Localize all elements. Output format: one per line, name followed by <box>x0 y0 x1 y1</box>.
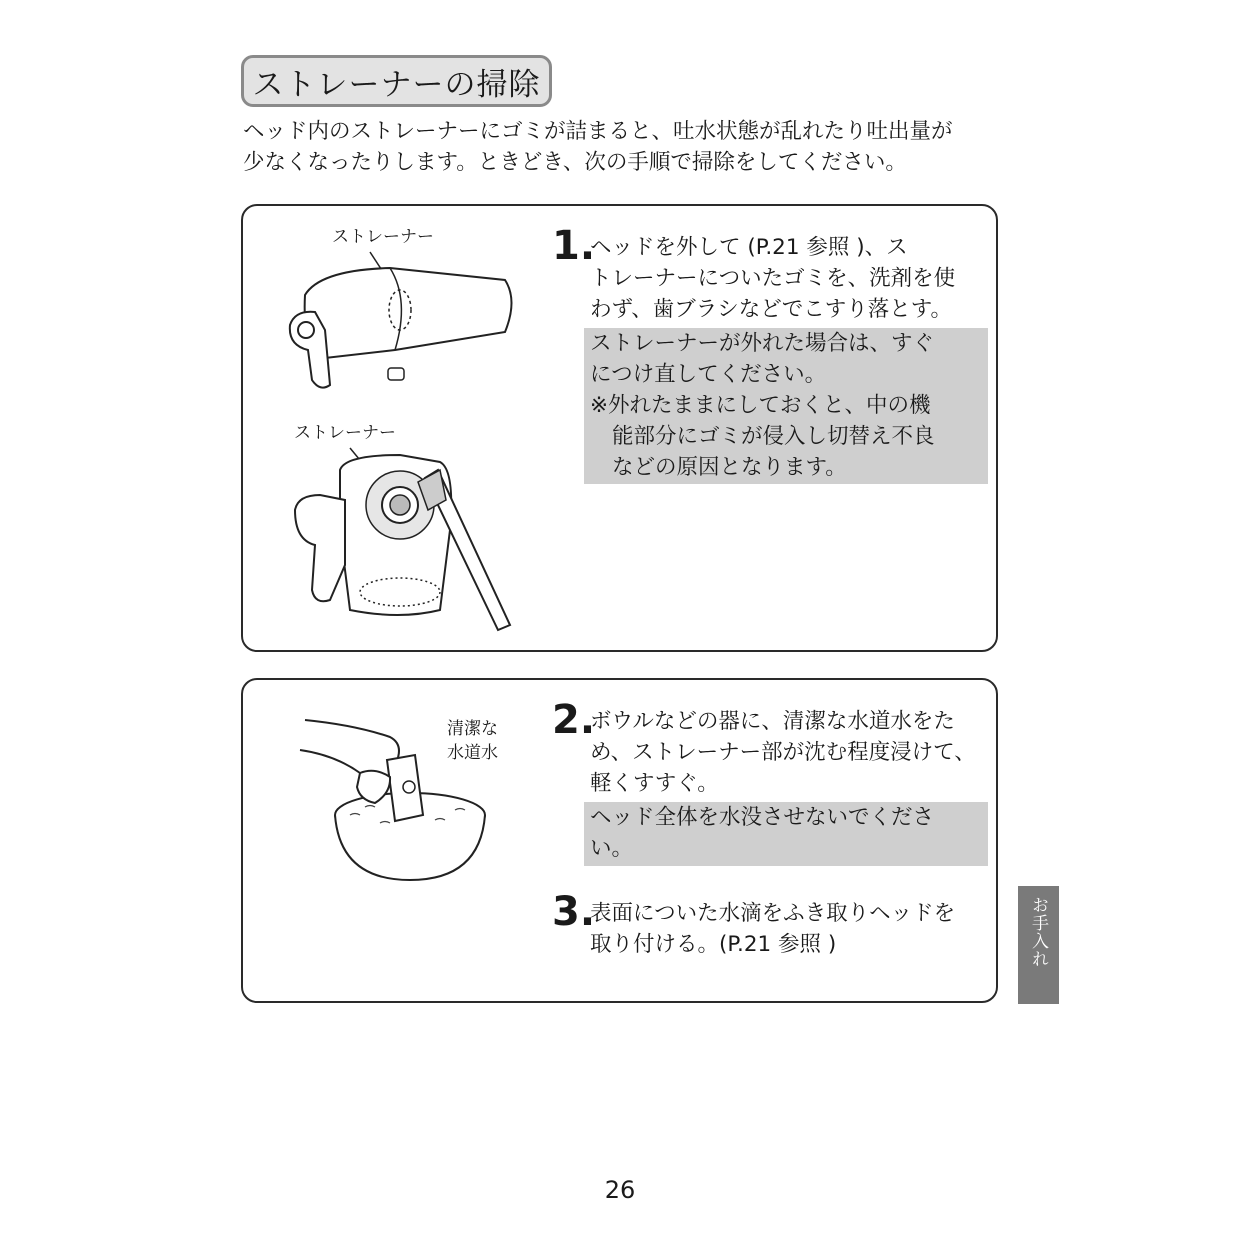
step-line: ボウルなどの器に、清潔な水道水をた <box>590 709 955 734</box>
note-line: ストレーナーが外れた場合は、すぐ <box>590 331 935 356</box>
side-tab-care[interactable] <box>1018 886 1059 1004</box>
step-text <box>590 232 955 325</box>
step-line: ヘッドを外して (P.21 参照 )、ス <box>590 235 908 260</box>
step-2-note <box>584 802 988 866</box>
faucet-head-illustration <box>280 240 520 390</box>
note-line: につけ直してください。 <box>590 362 827 387</box>
step-1-note <box>584 328 988 484</box>
step-line: め、ストレーナー部が沈む程度浸けて、 <box>590 740 976 765</box>
step-line: 軽くすすぐ。 <box>590 771 719 796</box>
note-line: などの原因となります。 <box>612 455 847 480</box>
note-line: 能部分にゴミが侵入し切替え不良 <box>612 424 935 449</box>
step-number: 1. <box>552 223 596 269</box>
step-line: 表面についた水滴をふき取りヘッドを <box>590 901 956 926</box>
step-line: わず、歯ブラシなどでこすり落とす。 <box>590 297 953 322</box>
strainer-brushing-illustration <box>290 440 520 630</box>
page-number: 26 <box>604 1176 636 1204</box>
intro-line: ヘッド内のストレーナーにゴミが詰まると、吐水状態が乱れたり吐出量が <box>243 119 953 144</box>
step-line: 取り付ける。(P.21 参照 ) <box>590 932 837 957</box>
note-line: い。 <box>590 836 634 861</box>
step-text <box>590 898 955 960</box>
bowl-rinse-illustration <box>295 715 495 885</box>
step-number: 2. <box>552 697 596 743</box>
clean-water-label: 清潔な <box>447 719 498 739</box>
step-number: 3. <box>552 889 596 935</box>
side-tab-label: お手入れ <box>1028 896 1048 968</box>
step-line: トレーナーについたゴミを、洗剤を使 <box>590 266 956 291</box>
note-line: ※外れたままにしておくと、中の機 <box>590 393 931 418</box>
intro-text <box>243 116 1003 178</box>
clean-water-label: 水道水 <box>447 743 498 763</box>
note-line: ヘッド全体を水没させないでくださ <box>590 805 935 830</box>
strainer-label-top: ストレーナー <box>332 227 434 247</box>
step-text <box>590 706 976 799</box>
strainer-label-bottom: ストレーナー <box>294 423 396 443</box>
intro-line: 少なくなったりします。ときどき、次の手順で掃除をしてください。 <box>243 150 907 175</box>
section-title: ストレーナーの掃除 <box>241 55 552 107</box>
